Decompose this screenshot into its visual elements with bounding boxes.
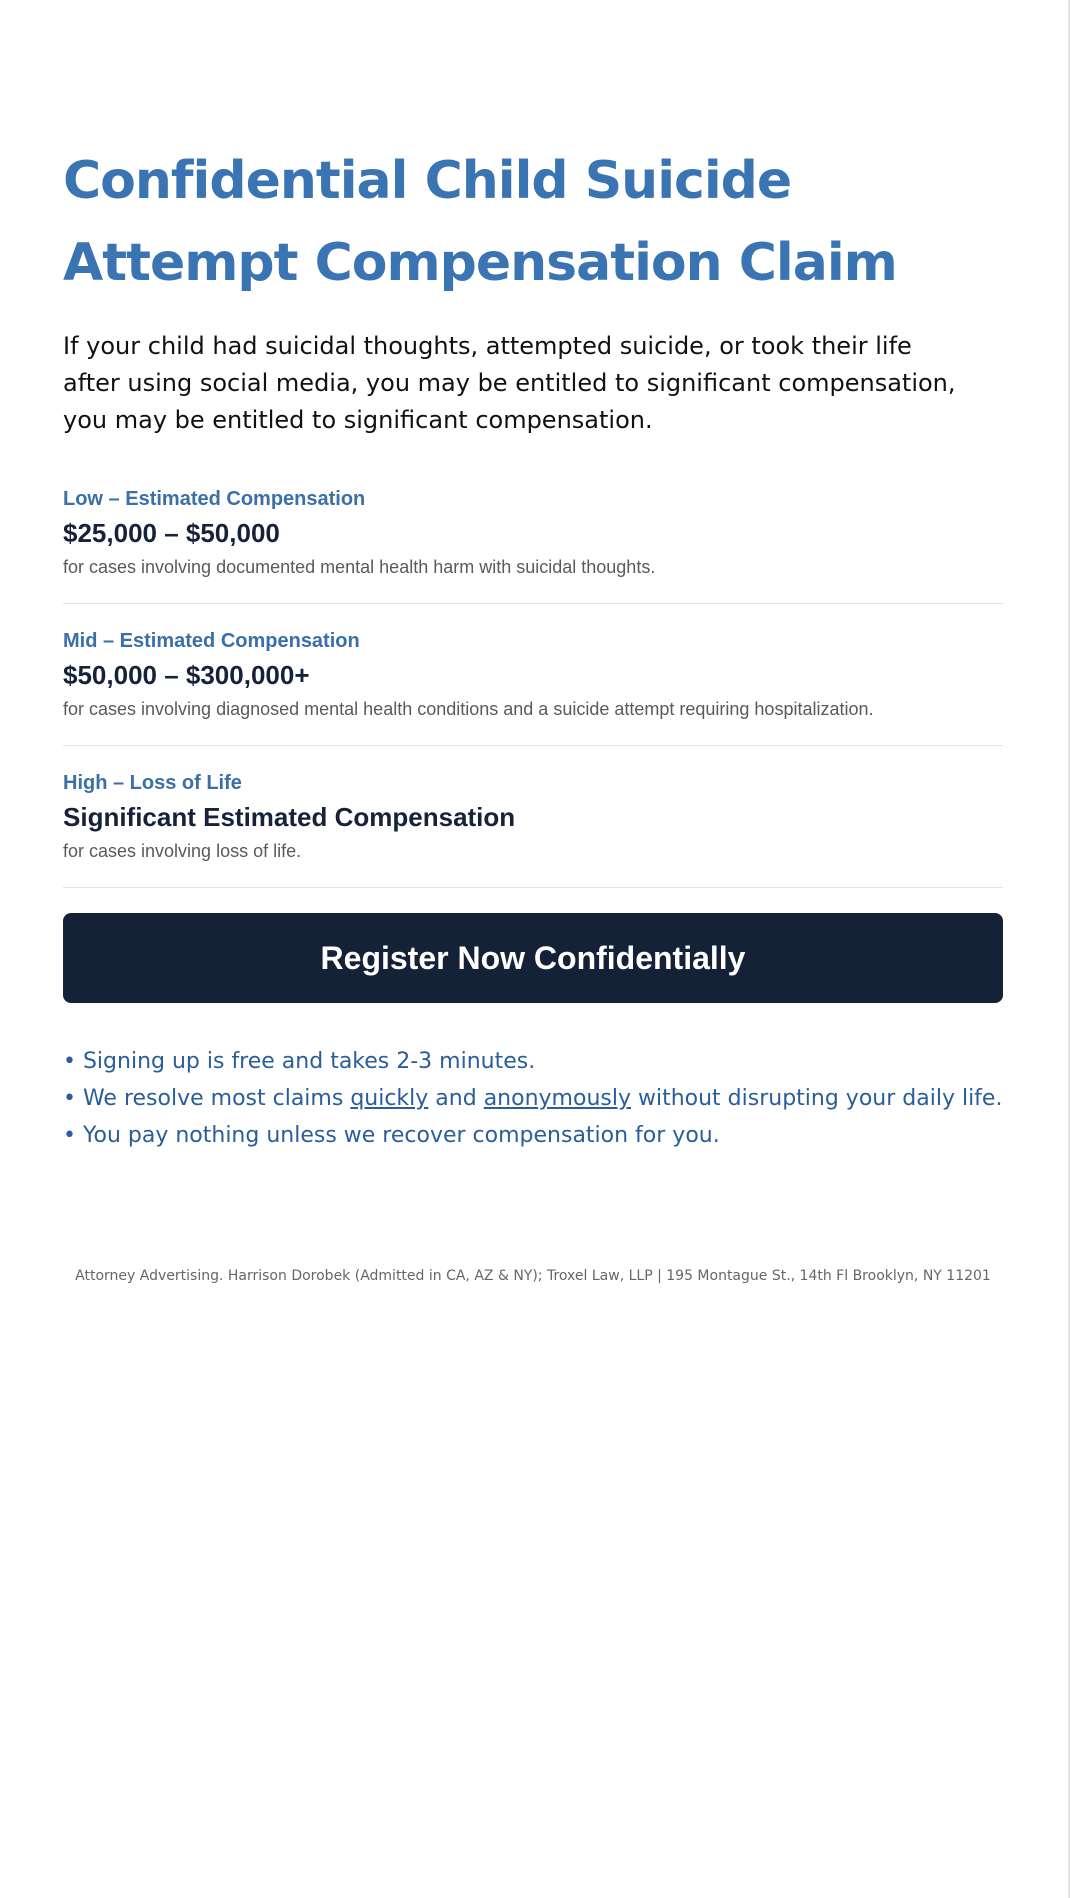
quickly-link[interactable]: quickly (350, 1086, 429, 1111)
tier-amount: $25,000 – $50,000 (63, 518, 280, 548)
benefit-text: without disrupting your daily life. (630, 1086, 1003, 1111)
main-content (63, 140, 1003, 1154)
benefit-item-resolve (63, 1080, 1003, 1117)
attorney-disclaimer: Attorney Advertising. Harrison Dorobek (Admitted in CA, AZ & NY); Troxel Law, LLP | 195 Montague St., 14th Fl Brooklyn, NY 11201 (75, 1268, 991, 1284)
tier-low (63, 485, 1003, 604)
tier-description: for cases involving loss of life. (63, 841, 302, 861)
benefit-text: and (428, 1086, 484, 1111)
benefits-list (63, 1043, 1003, 1154)
tier-label: Mid – Estimated Compensation (63, 630, 360, 652)
tier-label: High – Loss of Life (63, 772, 242, 794)
intro-paragraph: If your child had suicidal thoughts, attempted suicide, or took their life after using social media, you may be entitled to significant compensation, you may be entitled to significant compensation. (63, 332, 956, 434)
compensation-tiers (63, 485, 1003, 888)
tier-amount: Significant Estimated Compensation (63, 802, 516, 832)
tier-description: for cases involving documented mental health harm with suicidal thoughts. (63, 557, 656, 577)
tier-label: Low – Estimated Compensation (63, 488, 366, 510)
benefit-item-free: • Signing up is free and takes 2-3 minutes. (63, 1049, 536, 1074)
tier-mid (63, 627, 1003, 746)
anonymously-link[interactable]: anonymously (483, 1086, 631, 1111)
benefit-item-no-fee: • You pay nothing unless we recover compensation for you. (63, 1123, 720, 1148)
tier-description: for cases involving diagnosed mental health conditions and a suicide attempt requiring hospitalization. (63, 699, 874, 719)
benefit-text: • We resolve most claims (63, 1086, 351, 1111)
tier-high (63, 769, 1003, 888)
tier-amount: $50,000 – $300,000+ (63, 660, 310, 690)
register-button[interactable]: Register Now Confidentially (63, 913, 1003, 1003)
page-title: Confidential Child Suicide Attempt Compensation Claim (63, 151, 897, 293)
